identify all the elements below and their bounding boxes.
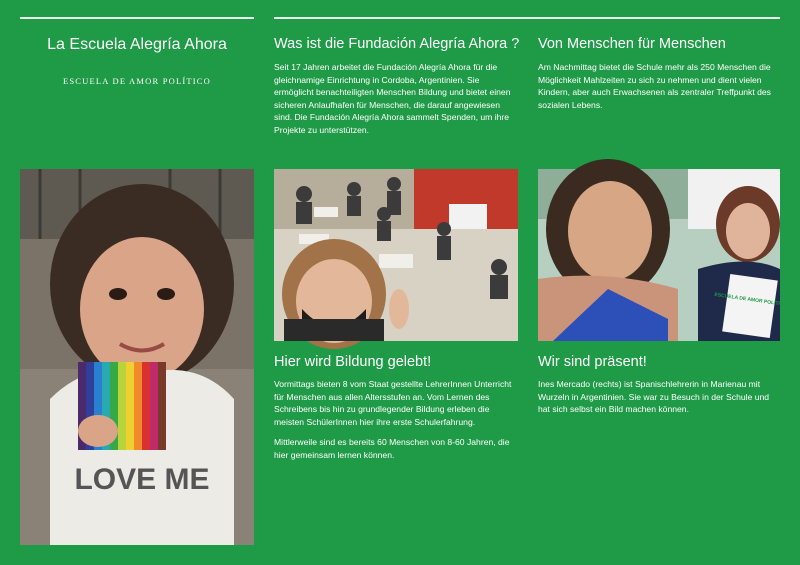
about-text bbox=[274, 61, 518, 145]
women-photo bbox=[538, 169, 788, 341]
child-photo bbox=[20, 169, 254, 545]
about-heading: Was ist die Fundación Alegría Ahora ? bbox=[274, 36, 520, 52]
education-paragraph-2: Mittlerweile sind es bereits 60 Menschen von 8-60 Jahren, die hier gemeinsam lernen können. bbox=[274, 437, 510, 460]
present-heading: Wir sind präsent! bbox=[538, 354, 647, 370]
booklet-title: ESCUELA DE AMOR POLÍTICO bbox=[714, 291, 788, 309]
classroom-photo bbox=[274, 169, 518, 341]
education-heading: Hier wird Bildung gelebt! bbox=[274, 354, 432, 370]
present-paragraph: Ines Mercado (rechts) ist Spanischlehrerin in Marienau mit Wurzeln in Argentinien. Sie war zu Besuch in der Schule und hat sich selbst ein Bild machen können. bbox=[538, 379, 770, 415]
education-text bbox=[274, 378, 518, 470]
top-rule-right bbox=[274, 17, 780, 19]
brand-subtitle: ESCUELA DE AMOR POLÍTICO bbox=[62, 76, 212, 86]
community-paragraph: Am Nachmittag bietet die Schule mehr als 250 Menschen die Möglichkeit Mahlzeiten zu sich zu nehmen und dient vielen Kindern, aber auch Erwachsenen als zentraler Treffpunkt des sozialen Lebens. bbox=[538, 62, 771, 110]
brand-title: La Escuela Alegría Ahora bbox=[47, 36, 227, 53]
community-text bbox=[538, 61, 782, 119]
shirt-print: LOVE ME bbox=[74, 463, 210, 496]
present-text bbox=[538, 378, 782, 424]
about-paragraph: Seit 17 Jahren arbeitet die Fundación Alegría Ahora für die gleichnamige Einrichtung in Cordoba, Argentinien. Sie ermöglicht benachteiligten Menschen Bildung und bietet einen sicheren Anlaufhafen für Menschen, die darauf angewiesen sind. Die Fundación Alegría Ahora sammelt Spenden, um ihre Projekte zu unterstützen. bbox=[274, 62, 511, 135]
education-paragraph-1: Vormittags bieten 8 vom Staat gestellte LehrerInnen Unterricht für Menschen aus allen Altersstufen an. Vom Lernen des Schreibens bis hin zu grundlegender Bildung erleben die meisten SchülerInnen hier ihre erste Schulerfahrung. bbox=[274, 379, 512, 427]
top-rule-left bbox=[20, 17, 254, 19]
community-heading: Von Menschen für Menschen bbox=[538, 36, 726, 52]
